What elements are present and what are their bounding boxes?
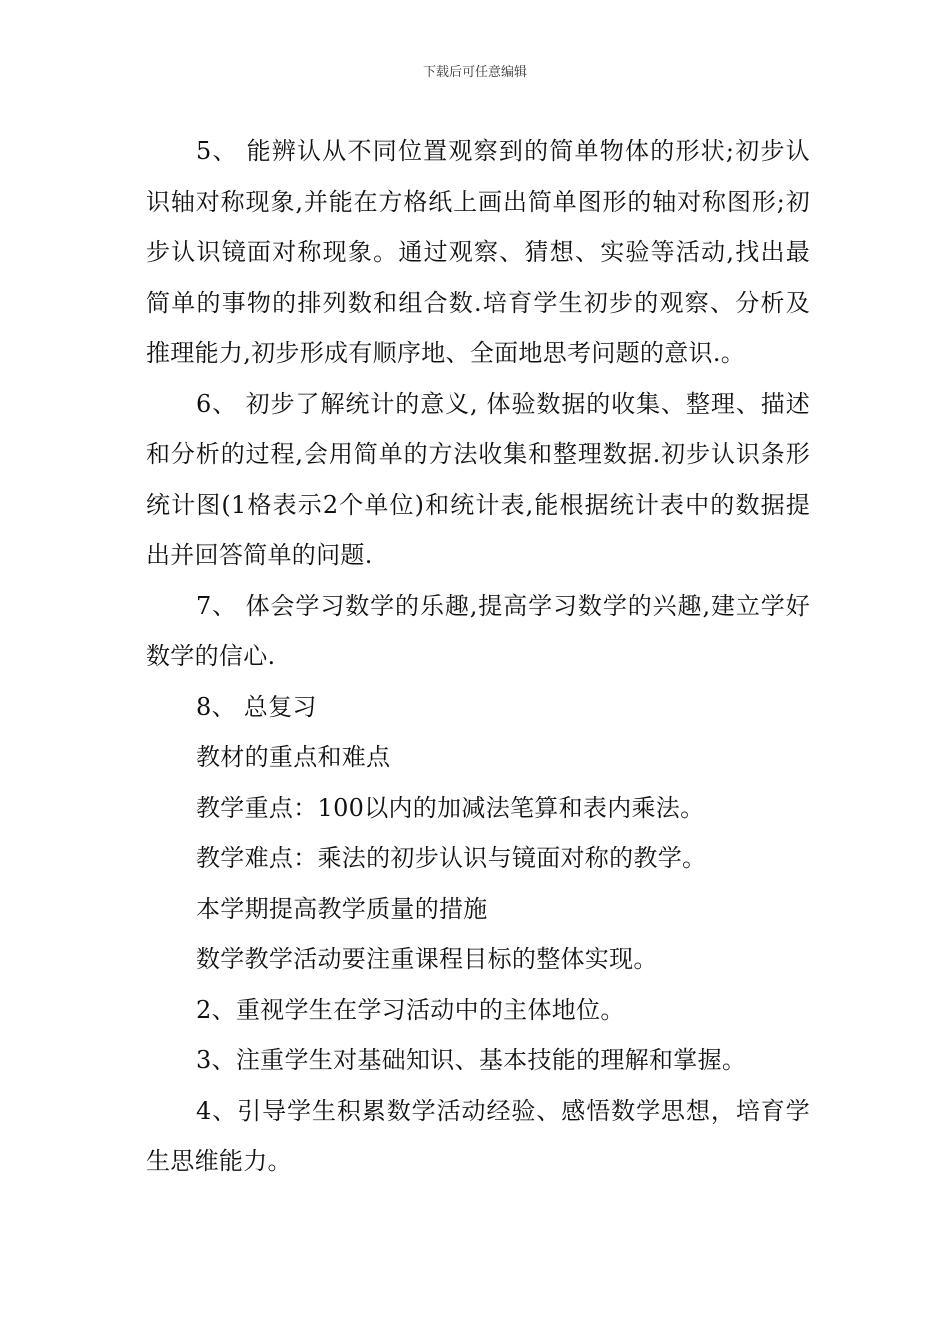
measure-item-4: 4、引导学生积累数学活动经验、感悟数学思想，培育学生思维能力。 <box>146 1096 810 1175</box>
section-heading-key-points: 教材的重点和难点 <box>196 743 391 771</box>
paragraph-item-7: 7、 体会学习数学的乐趣,提高学习数学的兴趣,建立学好数学的信心. <box>146 591 810 670</box>
paragraph-item-8: 8、 总复习 <box>196 692 317 721</box>
section-heading-measures: 本学期提高教学质量的措施 <box>196 894 488 923</box>
teaching-focus: 教学重点：100以内的加减法笔算和表内乘法。 <box>196 793 705 822</box>
page-header: 下载后可任意编辑 <box>422 65 527 80</box>
document-body <box>146 126 810 1187</box>
measure-item-1: 数学教学活动要注重课程目标的整体实现。 <box>196 945 658 973</box>
measure-item-3: 3、注重学生对基础知识、基本技能的理解和掌握。 <box>196 1046 747 1074</box>
paragraph-item-6: 6、 初步了解统计的意义, 体验数据的收集、整理、描述和分析的过程,会用简单的方法收集和整理数据.初步认识条形统计图(1格表示2个单位)和统计表,能根据统计表中的数据提出并回答简单的问题. <box>146 389 810 569</box>
paragraph-item-5: 5、 能辨认从不同位置观察到的简单物体的形状;初步认识轴对称现象,并能在方格纸上画出简单图形的轴对称图形;初步认识镜面对称现象。通过观察、猜想、实验等活动,找出最简单的事物的排列数和组合数.培育学生初步的观察、分析及推理能力,初步形成有顺序地、全面地思考问题的意识.。 <box>146 137 810 367</box>
measure-item-2: 2、重视学生在学习活动中的主体地位。 <box>196 995 625 1024</box>
teaching-difficulty: 教学难点：乘法的初步认识与镜面对称的教学。 <box>196 844 707 872</box>
